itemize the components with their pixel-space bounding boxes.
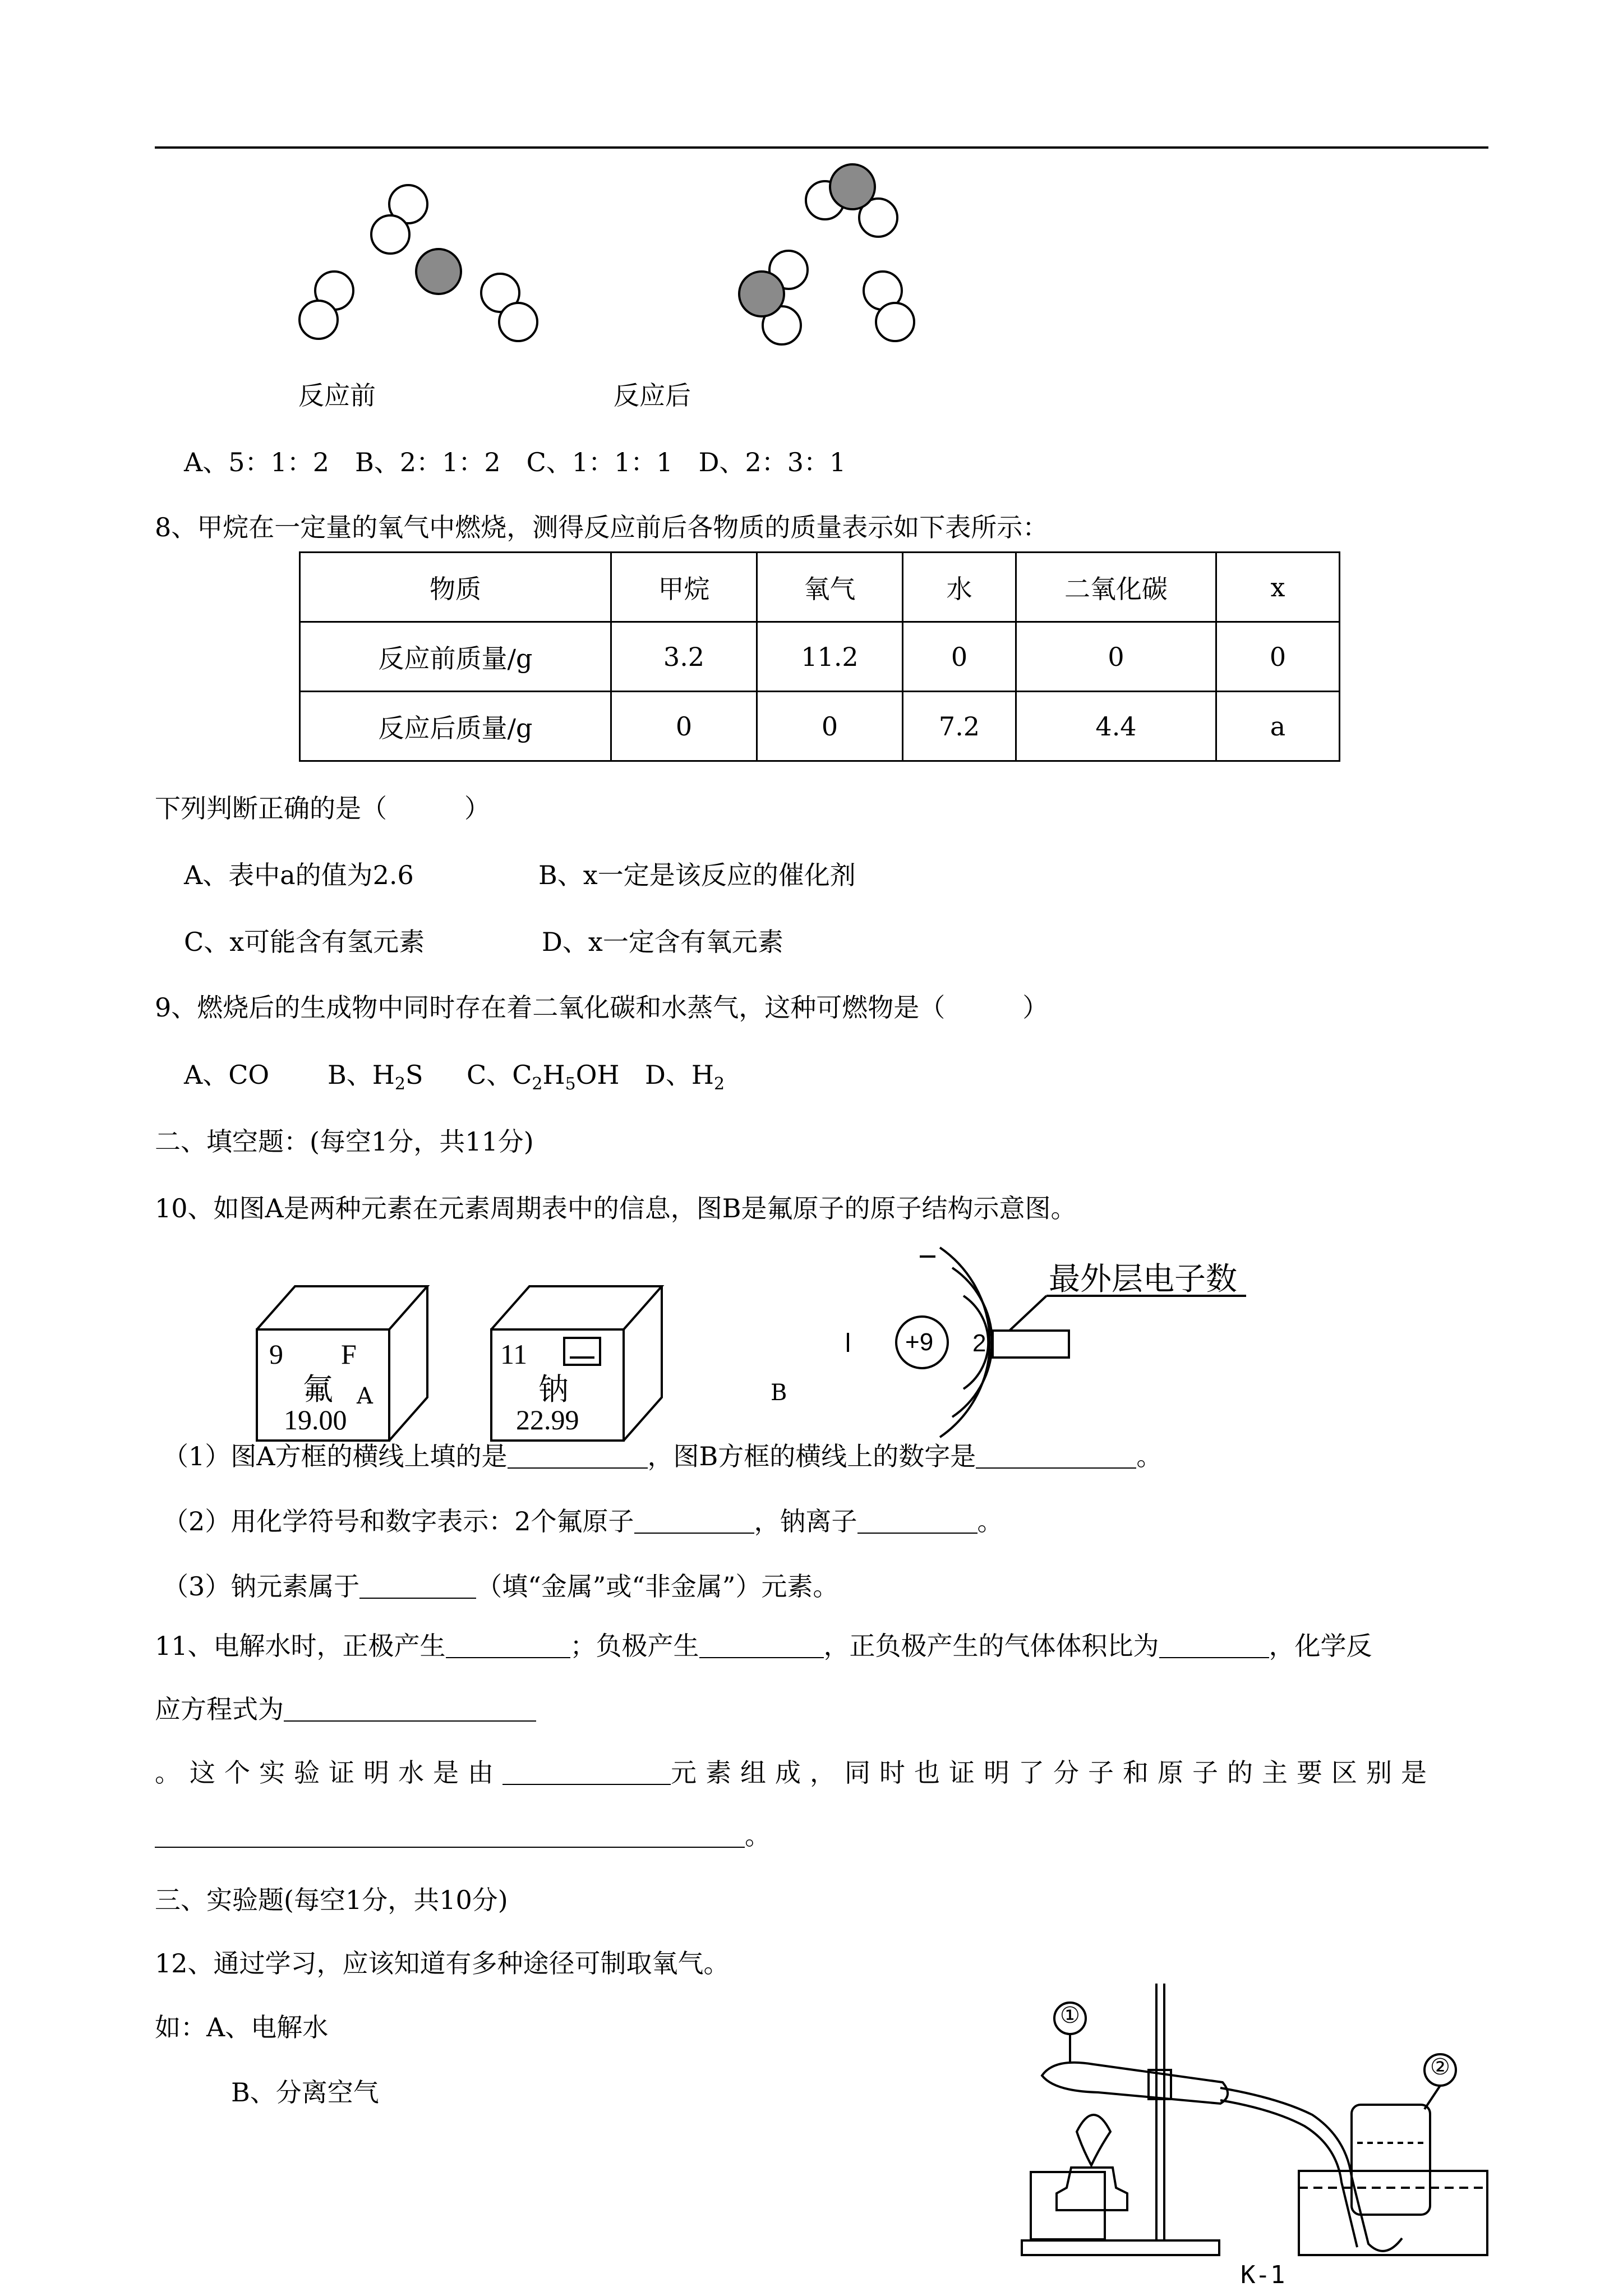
label-b: B <box>771 1380 787 1406</box>
apparatus-label-1: ① <box>1060 2003 1080 2028</box>
q9-option: D、$H_2$ <box>645 1060 725 1094</box>
after-label: 反应后 <box>614 380 691 411</box>
flame <box>1077 2115 1110 2165</box>
delivery-tube <box>1220 2088 1402 2251</box>
fluorine-name: 氟 <box>303 1372 333 1407</box>
q12-line-b: B、分离空气 <box>231 2077 379 2108</box>
q9-option: B、$H_2S$ <box>328 1060 423 1094</box>
q11-line3: 。这个实验证明水是由 元素组成，同时也证明了分子和原子的主要区别是 <box>155 1757 1436 1788</box>
table-cell: 4.4 <box>1016 692 1216 761</box>
first-shell-electrons: 2 <box>972 1329 986 1357</box>
table-header-cell: 物质 <box>300 553 611 622</box>
q8-option-a: A、表中a的值为2.6 <box>184 860 414 890</box>
fluorine-mass: 19.00 <box>284 1404 347 1435</box>
table-cell: 7.2 <box>903 692 1016 761</box>
table-cell: 0 <box>1016 622 1216 692</box>
table-cell: 0 <box>903 622 1016 692</box>
q8-question: 下列判断正确的是（ ） <box>155 793 490 823</box>
q8-option-d: D、x一定含有氧元素 <box>542 927 783 957</box>
section3-title: 三、实验题(每空1分，共10分) <box>155 1885 508 1915</box>
table-header-cell: 甲烷 <box>611 553 757 622</box>
q7-options: A、5：1：2 B、2：1：2 C、1：1：1 D、2：3：1 <box>184 447 846 477</box>
table-cell: 11.2 <box>757 622 903 692</box>
nucleus-charge: +9 <box>905 1328 934 1356</box>
before-label: 反应前 <box>298 380 376 411</box>
q11-line4: 。 <box>155 1819 771 1852</box>
q8-stem: 8、甲烷在一定量的氧气中燃烧，测得反应前后各物质的质量表示如下表所示： <box>155 512 1049 542</box>
table-header-cell: 二氧化碳 <box>1016 553 1216 622</box>
q12-line-a: 如：A、电解水 <box>155 2012 329 2042</box>
outer-electron-label: 最外层电子数 <box>1049 1261 1237 1297</box>
gas-bottle <box>1352 2105 1430 2215</box>
alcohol-lamp <box>1057 2168 1127 2210</box>
q9-stem: 9、燃烧后的生成物中同时存在着二氧化碳和水蒸气，这种可燃物是（ ） <box>155 992 1049 1023</box>
q11-line2: 应方程式为 <box>155 1692 536 1726</box>
table-header-cell: 氧气 <box>757 553 903 622</box>
stand-base <box>1022 2240 1219 2255</box>
q9-option: C、$C_2H_5OH$ <box>467 1060 620 1094</box>
table-cell: 反应后质量/g <box>300 692 611 761</box>
q9-option: A、CO <box>184 1060 270 1090</box>
table-cell: 0 <box>611 692 757 761</box>
q8-option-b: B、x一定是该反应的催化剂 <box>538 860 856 890</box>
q10-sub3: （3）钠元素属于 （填“金属”或“非金属”）元素。 <box>163 1571 839 1602</box>
table-cell: 0 <box>757 692 903 761</box>
sodium-name: 钠 <box>538 1372 569 1407</box>
figure-label: K-1 <box>1241 2261 1285 2289</box>
table-cell: 反应前质量/g <box>300 622 611 692</box>
table-cell: a <box>1216 692 1340 761</box>
apparatus-label-2: ② <box>1430 2054 1450 2080</box>
sodium-mass: 22.99 <box>516 1404 579 1435</box>
sodium-number: 11 <box>500 1338 528 1370</box>
fluorine-number: 9 <box>269 1338 283 1370</box>
q10-sub1: （1）图A方框的横线上填的是 ，图B方框的横线上的数字是 。 <box>163 1441 1163 1471</box>
fluorine-symbol: F <box>341 1338 357 1370</box>
table-cell: 0 <box>1216 622 1340 692</box>
test-tube <box>1042 2063 1228 2104</box>
q8-option-c: C、x可能含有氢元素 <box>184 927 425 957</box>
label-a: A <box>357 1383 373 1409</box>
q10-stem: 10、如图A是两种元素在元素周期表中的信息，图B是氟原子的原子结构示意图。 <box>155 1193 1077 1223</box>
section2-title: 二、填空题：(每空1分，共11分) <box>155 1126 534 1157</box>
q11-line1: 11、电解水时，正极产生 ；负极产生 ，正负极产生的气体体积比为 ，化学反 <box>155 1631 1372 1661</box>
water-trough <box>1299 2171 1487 2255</box>
q10-sub2: （2）用化学符号和数字表示：2个氟原子 ，钠离子 。 <box>163 1506 1003 1536</box>
q12-stem: 12、通过学习，应该知道有多种途径可制取氧气。 <box>155 1948 730 1978</box>
table-header-cell: 水 <box>903 553 1016 622</box>
table-cell: 3.2 <box>611 622 757 692</box>
table-header-cell: x <box>1216 553 1340 622</box>
